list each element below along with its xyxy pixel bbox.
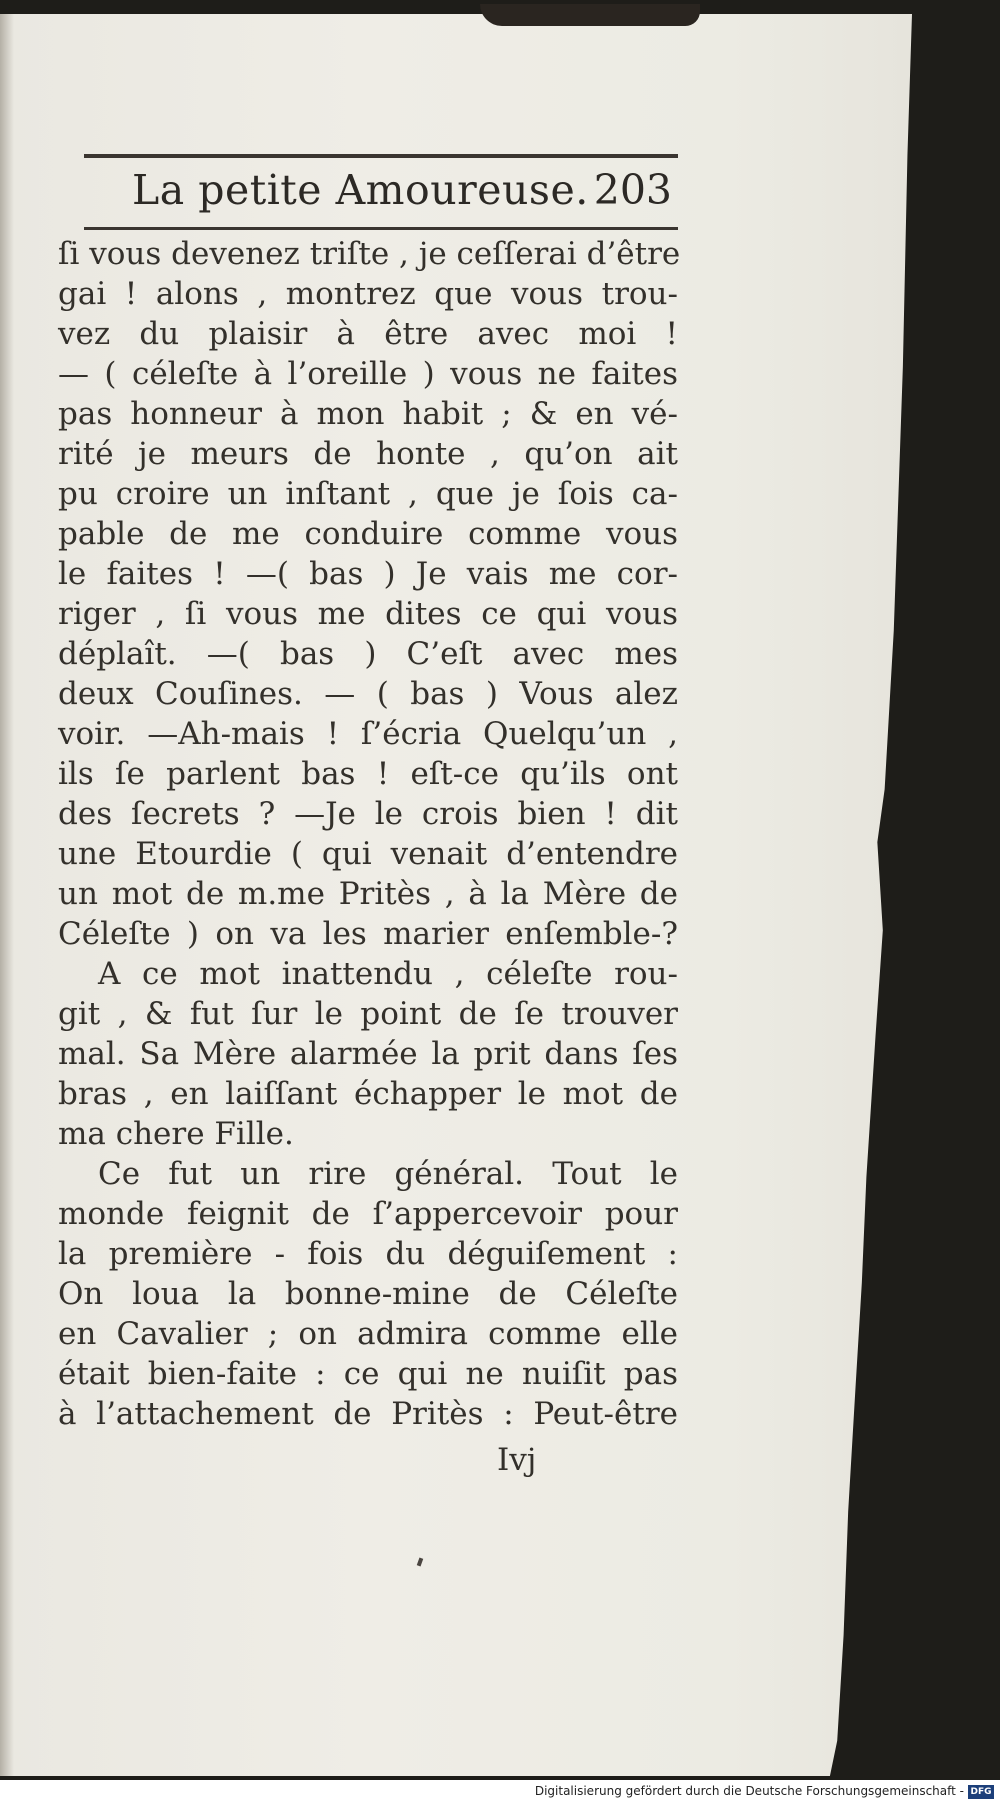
text-line: en Cavalier ; on admira comme elle [58, 1316, 678, 1352]
header-rule-top [84, 154, 678, 158]
text-line: — ( céleſte à l’oreille ) vous ne faites [58, 356, 678, 392]
text-line: deux Couſines. — ( bas ) Vous alez [58, 676, 678, 712]
dfg-logo: DFG [968, 1785, 994, 1799]
footer-credit: Digitalisierung gefördert durch die Deutsche Forschungsgemeinschaft - [534, 1784, 964, 1798]
text-line: déplaît. —( bas ) C’eſt avec mes [58, 636, 678, 672]
text-line: bras , en laiſſant échapper le mot de [58, 1076, 678, 1112]
text-line: une Etourdie ( qui venait d’entendre [58, 836, 678, 872]
text-line: pas honneur à mon habit ; & en vé- [58, 396, 678, 432]
text-line: à l’attachement de Pritès : Peut-être [58, 1396, 678, 1432]
running-head [84, 160, 678, 220]
digitization-footer [0, 1780, 1000, 1805]
paragraph-start-line: Ce fut un rire général. Tout le [98, 1156, 678, 1192]
signature-mark: Ivj [497, 1442, 537, 1478]
text-line: mal. Sa Mère alarmée la prit dans ſes [58, 1036, 678, 1072]
text-line: un mot de m.me Pritès , à la Mère de [58, 876, 678, 912]
paragraph-start-line: A ce mot inattendu , céleſte rou- [98, 956, 678, 992]
text-line: vez du plaisir à être avec moi ! [58, 316, 678, 352]
running-title: La petite Amoureuse. [132, 166, 589, 214]
binding-shadow [0, 14, 14, 1776]
body-text [58, 234, 681, 1434]
text-line: monde feignit de ſ’appercevoir pour [58, 1196, 678, 1232]
text-line: ils ſe parlent bas ! eſt-ce qu’ils ont [58, 756, 678, 792]
text-line: rité je meurs de honte , qu’on ait [58, 436, 678, 472]
text-line: pu croire un inſtant , que je ſois ca- [58, 476, 678, 512]
text-line: voir. —Ah-mais ! ſ’écria Quelqu’un , [58, 716, 678, 752]
text-line: Céleſte ) on va les marier enſemble-? [58, 916, 678, 952]
top-edge-stain [480, 4, 700, 26]
text-line: pable de me conduire comme vous [58, 516, 678, 552]
text-line: gai ! alons , montrez que vous trou- [58, 276, 678, 312]
text-line: riger , ſi vous me dites ce qui vous [58, 596, 678, 632]
text-line: des ſecrets ? —Je le crois bien ! dit [58, 796, 678, 832]
text-line: le faites ! —( bas ) Je vais me cor- [58, 556, 678, 592]
text-line: la première - fois du déguiſement : [58, 1236, 678, 1272]
paragraph-end-line: ma chere Fille. [58, 1116, 294, 1152]
header-rule-bottom [84, 227, 678, 230]
text-line: était bien-faite : ce qui ne nuiſit pas [58, 1356, 678, 1392]
page-number: 203 [593, 166, 672, 214]
text-line: git , & fut ſur le point de ſe trouver [58, 996, 678, 1032]
text-line: ſi vous devenez triſte , je ceſſerai d’être [58, 236, 681, 272]
text-line: On loua la bonne-mine de Céleſte [58, 1276, 678, 1312]
